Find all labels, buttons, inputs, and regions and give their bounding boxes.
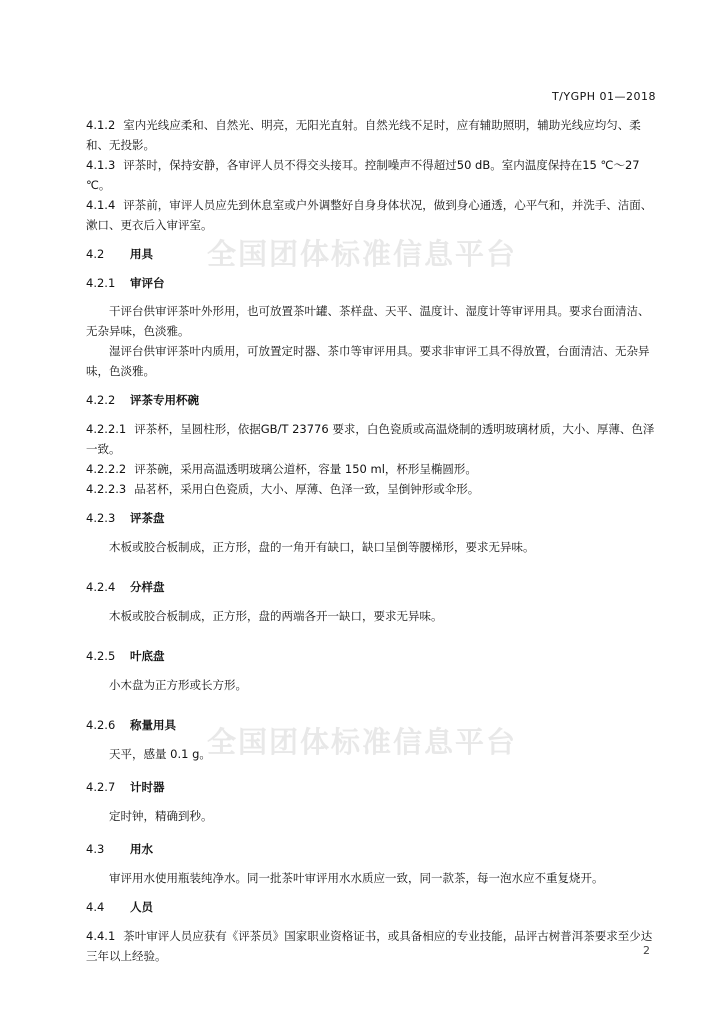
heading-number: 4.2.3	[86, 511, 116, 525]
heading-title: 称量用具	[130, 718, 176, 732]
heading-4-2-6	[86, 715, 658, 735]
heading-number: 4.2.2	[86, 393, 116, 407]
page-number: 2	[643, 944, 650, 957]
paragraph-scale: 天平，感量 0.1 g。	[109, 747, 211, 761]
heading-title: 分样盘	[130, 580, 165, 594]
clause-4-2-2-2	[86, 459, 658, 479]
clause-4-4-1	[86, 926, 658, 966]
clause-number: 4.1.4	[86, 198, 116, 212]
heading-number: 4.3	[86, 842, 105, 856]
document-code: T/YGPH 01—2018	[551, 90, 656, 103]
heading-number: 4.2.4	[86, 580, 116, 594]
clause-text: 评茶时，保持安静，各审评人员不得交头接耳。控制噪声不得超过50 dB。室内温度保持在15 ℃～27 ℃。	[86, 158, 640, 192]
heading-number: 4.2.6	[86, 718, 116, 732]
heading-number: 4.2.7	[86, 780, 116, 794]
heading-4-2	[86, 244, 658, 264]
heading-4-2-1	[86, 273, 658, 293]
heading-title: 计时器	[130, 780, 165, 794]
clause-text: 室内光线应柔和、自然光、明亮，无阳光直射。自然光线不足时，应有辅助照明，辅助光线应均匀、柔和、无投影。	[86, 118, 641, 152]
paragraph-water: 审评用水使用瓶装纯净水。同一批茶叶审评用水水质应一致，同一款茶，每一泡水应不重复烧开。	[109, 871, 604, 885]
clause-4-2-2-1	[86, 419, 658, 459]
clause-4-2-2-3	[86, 479, 658, 499]
paragraph-leaf-tray: 小木盘为正方形或长方形。	[109, 678, 247, 692]
paragraph-dry-table: 干评台供审评茶叶外形用，也可放置茶叶罐、茶样盘、天平、温度计、湿度计等审评用具。要求台面清洁、无杂异味，色淡雅。	[86, 304, 650, 338]
watermark: 全国团体标准信息平台	[206, 237, 517, 271]
heading-title: 评茶盘	[130, 511, 165, 525]
heading-4-4	[86, 897, 658, 917]
paragraph-wet-table: 湿评台供审评茶叶内质用，可放置定时器、茶巾等审评用具。要求非审评工具不得放置，台面清洁、无杂异味，色淡雅。	[86, 344, 650, 378]
heading-4-2-3	[86, 508, 658, 528]
document-body	[86, 115, 658, 966]
clause-number: 4.1.3	[86, 158, 116, 172]
clause-4-1-4	[86, 195, 658, 235]
clause-4-1-2	[86, 115, 658, 155]
clause-text: 茶叶审评人员应获有《评茶员》国家职业资格证书，或具备相应的专业技能，品评古树普洱茶要求至少达三年以上经验。	[86, 929, 653, 963]
clause-number: 4.2.2.3	[86, 482, 127, 496]
heading-number: 4.2.1	[86, 276, 116, 290]
heading-title: 叶底盘	[130, 649, 165, 663]
heading-4-2-5	[86, 646, 658, 666]
paragraph-sample-tray: 木板或胶合板制成，正方形，盘的两端各开一缺口，要求无异味。	[109, 609, 443, 623]
heading-number: 4.2.5	[86, 649, 116, 663]
clause-number: 4.4.1	[86, 929, 116, 943]
heading-4-2-7	[86, 777, 658, 797]
heading-4-2-2	[86, 390, 658, 410]
heading-title: 评茶专用杯碗	[130, 393, 199, 407]
heading-4-3	[86, 839, 658, 859]
heading-title: 人员	[130, 900, 153, 914]
heading-number: 4.4	[86, 900, 105, 914]
clause-number: 4.2.2.1	[86, 422, 127, 436]
watermark: 全国团体标准信息平台	[206, 725, 517, 759]
clause-4-1-3	[86, 155, 658, 195]
paragraph-timer: 定时钟，精确到秒。	[109, 809, 213, 823]
heading-title: 用具	[130, 247, 153, 261]
clause-number: 4.2.2.2	[86, 462, 127, 476]
clause-text: 评茶前，审评人员应先到休息室或户外调整好自身身体状况，做到身心通透，心平气和，并洗手、洁面、漱口、更衣后入审评室。	[86, 198, 653, 232]
clause-number: 4.1.2	[86, 118, 116, 132]
heading-4-2-4	[86, 577, 658, 597]
clause-text: 评茶杯，呈圆柱形，依据GB/T 23776 要求，白色瓷质或高温烧制的透明玻璃材质，大小、厚薄、色泽一致。	[86, 422, 655, 456]
paragraph-tea-tray: 木板或胶合板制成，正方形，盘的一角开有缺口，缺口呈倒等腰梯形，要求无异味。	[109, 540, 535, 554]
heading-title: 用水	[130, 842, 153, 856]
clause-text: 评茶碗，采用高温透明玻璃公道杯，容量 150 ml，杯形呈椭圆形。	[134, 462, 477, 476]
heading-number: 4.2	[86, 247, 105, 261]
heading-title: 审评台	[130, 276, 165, 290]
clause-text: 品茗杯，采用白色瓷质，大小、厚薄、色泽一致，呈倒钟形或伞形。	[134, 482, 480, 496]
